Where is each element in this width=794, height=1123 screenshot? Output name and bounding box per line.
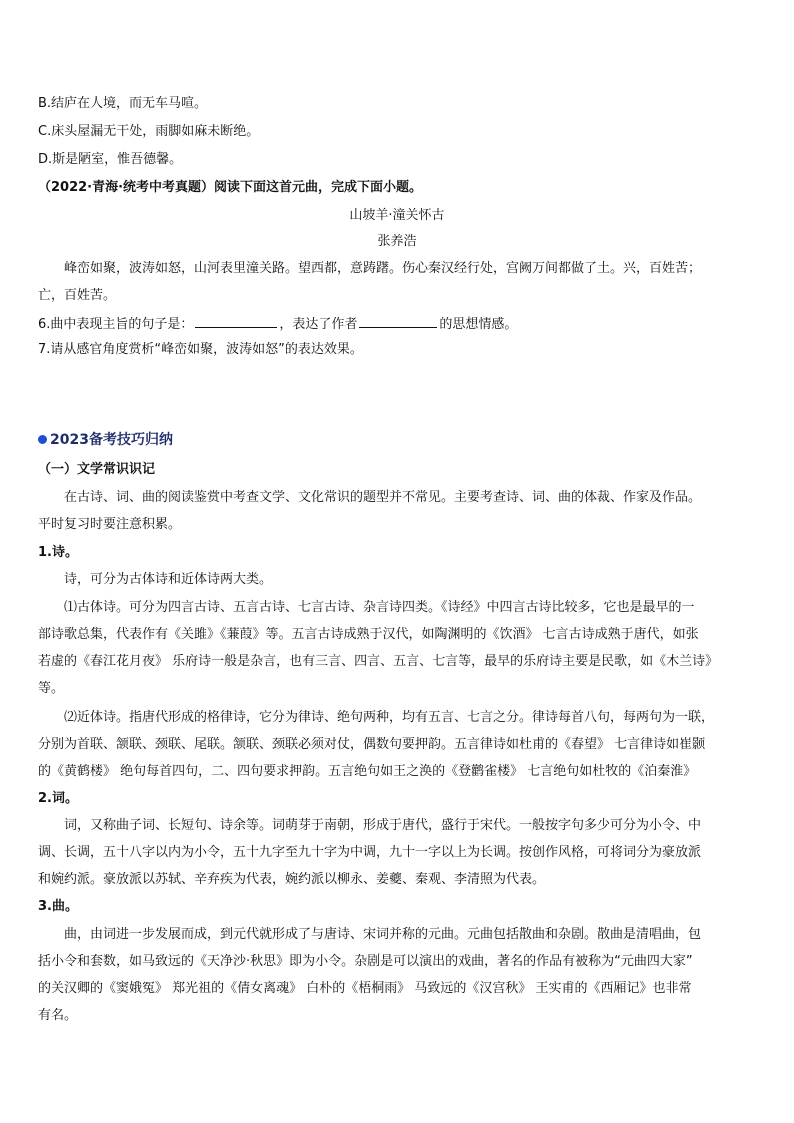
section-heading bbox=[38, 432, 758, 448]
qu-line-4: 有名。 bbox=[38, 1008, 78, 1023]
question-6-text-c: 的思想情感。 bbox=[439, 317, 518, 332]
qu-line-2: 括小令和套数，如马致远的《天净沙·秋思》即为小令。杂剧是可以演出的戏曲，著名的作品有被称为“元曲四大家” bbox=[38, 954, 693, 969]
poem-author: 张养浩 bbox=[377, 234, 417, 249]
ancient-poem-line-2: 部诗歌总集，代表作有《关雎》《蒹葭》等。五言古诗成熟于汉代，如陶渊明的《饮酒》 七言古诗成熟于唐代，如张 bbox=[38, 627, 699, 642]
para-1-line-2: 平时复习时要注意积累。 bbox=[38, 517, 182, 532]
question-6-text-b: ，表达了作者 bbox=[279, 317, 358, 332]
bullet-dot-icon bbox=[38, 435, 47, 444]
ci-line-2: 调、长调，五十八字以内为小令，五十九字至九十字为中调，九十一字以上为长调。按创作风格，可将词分为豪放派 bbox=[38, 845, 702, 860]
answer-blank-2[interactable] bbox=[359, 315, 437, 328]
modern-poem-line-1: ⑵近体诗。指唐代形成的格律诗，它分为律诗、绝句两种，均有五言、七言之分。律诗每首八句，每两句为一联， bbox=[64, 710, 715, 725]
heading-qu: 3.曲。 bbox=[38, 899, 78, 914]
ci-line-1: 词，又称曲子词、长短句、诗余等。词萌芽于南朝，形成于唐代，盛行于宋代。一般按字句多少可分为小令、中 bbox=[64, 818, 702, 833]
question-6-text-a: 6.曲中表现主旨的句子是： bbox=[38, 317, 194, 332]
answer-blank-1[interactable] bbox=[195, 315, 277, 328]
option-d: D.斯是陋室，惟吾德馨。 bbox=[38, 152, 183, 167]
qu-line-1: 曲，由词进一步发展而成，到元代就形成了与唐诗、宋词并称的元曲。元曲包括散曲和杂剧。散曲是清唱曲，包 bbox=[64, 927, 702, 942]
heading-ci: 2.词。 bbox=[38, 791, 78, 806]
para-1-line-1: 在古诗、词、曲的阅读鉴赏中考查文学、文化常识的题型并不常见。主要考查诗、词、曲的体裁、作家及作品。 bbox=[64, 490, 702, 505]
qu-line-3: 的关汉卿的《窦娥冤》 郑光祖的《倩女离魂》 白朴的《梧桐雨》 马致远的《汉宫秋》 王实甫的《西厢记》也非常 bbox=[38, 981, 692, 996]
modern-poem-line-2: 分别为首联、颔联、颈联、尾联。颔联、颈联必须对仗，偶数句要押韵。五言律诗如杜甫的《春望》 七言律诗如崔颢 bbox=[38, 737, 706, 752]
question-6 bbox=[38, 315, 758, 333]
poem-intro: 诗，可分为古体诗和近体诗两大类。 bbox=[64, 572, 273, 587]
heading-poem: 1.诗。 bbox=[38, 545, 78, 560]
subheading-literature: （一）文学常识识记 bbox=[38, 462, 156, 477]
ancient-poem-line-3: 若虚的《春江花月夜》 乐府诗一般是杂言，也有三言、四言、五言、七言等，最早的乐府诗主要是民歌，如《木兰诗》 bbox=[38, 654, 719, 669]
poem-text-line-2: 亡，百姓苦。 bbox=[38, 288, 117, 303]
poem-title: 山坡羊·潼关怀古 bbox=[349, 208, 445, 223]
option-c: C.床头屋漏无干处，雨脚如麻未断绝。 bbox=[38, 124, 260, 139]
question-intro: （2022·青海·统考中考真题）阅读下面这首元曲，完成下面小题。 bbox=[38, 180, 423, 195]
section-heading-text: 2023备考技巧归纳 bbox=[50, 432, 173, 448]
ancient-poem-line-1: ⑴古体诗。可分为四言古诗、五言古诗、七言古诗、杂言诗四类。《诗经》中四言古诗比较多，它也是最早的一 bbox=[64, 600, 695, 615]
ancient-poem-line-4: 等。 bbox=[38, 681, 65, 696]
option-b: B.结庐在人境，而无车马喧。 bbox=[38, 96, 208, 111]
modern-poem-line-3: 的《黄鹤楼》 绝句每首四句，二、四句要求押韵。五言绝句如王之涣的《登鹳雀楼》 七言绝句如杜牧的《泊秦淮》 bbox=[38, 764, 697, 779]
ci-line-3: 和婉约派。豪放派以苏轼、辛弃疾为代表，婉约派以柳永、姜夔、秦观、李清照为代表。 bbox=[38, 872, 546, 887]
question-7: 7.请从感官角度赏析“峰峦如聚，波涛如怒”的表达效果。 bbox=[38, 342, 363, 357]
poem-text-line-1: 峰峦如聚，波涛如怒，山河表里潼关路。望西都，意踌躇。伤心秦汉经行处，宫阙万间都做了土。兴，百姓苦； bbox=[64, 261, 702, 276]
